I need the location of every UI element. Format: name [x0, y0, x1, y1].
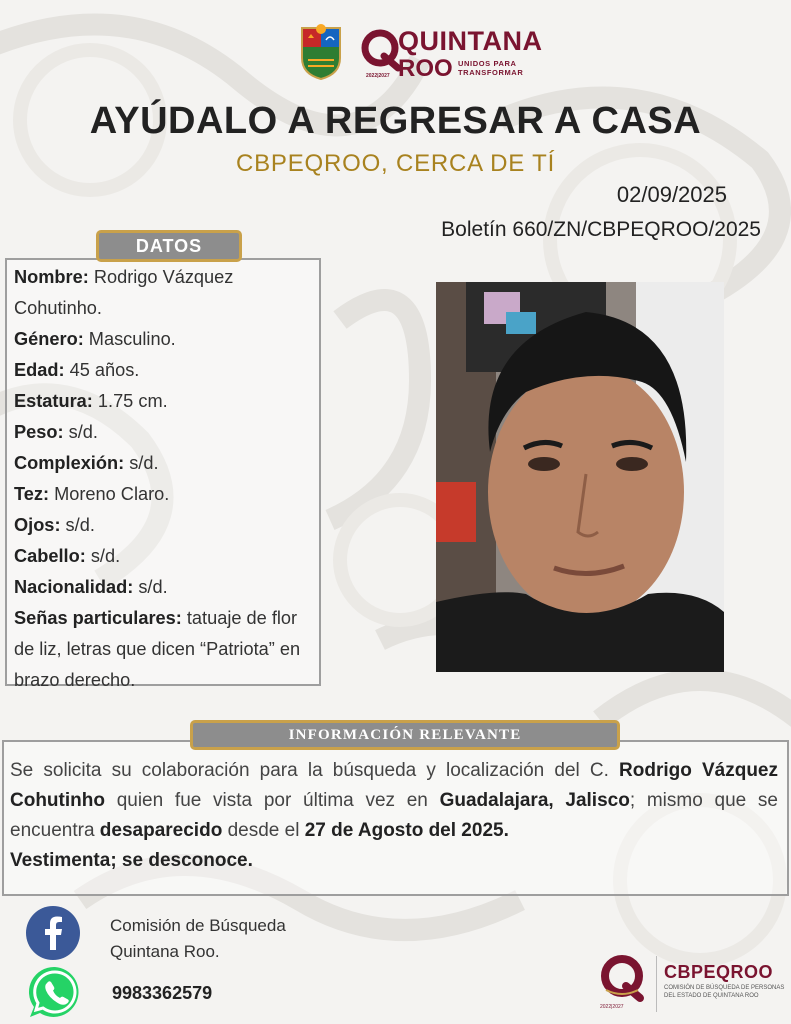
- bulletin-number: Boletín 660/ZN/CBPEQROO/2025: [441, 218, 761, 241]
- page-title: AYÚDALO A REGRESAR A CASA: [89, 100, 702, 142]
- colon: :: [57, 422, 64, 442]
- field-label: Peso: [14, 422, 58, 442]
- field-label: Nacionalidad: [14, 577, 128, 597]
- colon: :: [54, 515, 61, 535]
- field-value: s/d.: [133, 577, 168, 597]
- field-value: Moreno Claro.: [49, 484, 170, 504]
- colon: :: [82, 267, 89, 287]
- field-value: s/d.: [60, 515, 95, 535]
- colon: :: [79, 546, 86, 566]
- coat-of-arms-icon: [300, 24, 342, 80]
- field-label: Nombre: [14, 267, 83, 287]
- field-label: Cabello: [14, 546, 80, 566]
- info-tab: INFORMACIÓN RELEVANTE: [190, 720, 620, 750]
- info-clothing: Vestimenta; se desconoce.: [10, 850, 253, 871]
- field-estatura: [14, 386, 318, 417]
- field-value: 45 años.: [64, 360, 140, 380]
- info-paragraph: [10, 756, 778, 876]
- field-label: Estatura: [14, 391, 87, 411]
- info-since-date: 27 de Agosto del 2025.: [304, 820, 509, 841]
- info-text-1: Se solicita su colaboración para la búsqueda y localización del C.: [10, 760, 620, 781]
- colon: :: [86, 391, 93, 411]
- colon: :: [77, 329, 84, 349]
- info-text-2: quien fue vista por última vez en: [104, 790, 440, 811]
- colon: :: [118, 453, 125, 473]
- field-value: s/d.: [124, 453, 159, 473]
- qr-emblem-icon: [596, 954, 650, 1004]
- org-years: 2022|2027: [600, 1004, 624, 1010]
- field-value: tatuaje de flor de liz, letras que dicen “Patriota” en brazo derecho.: [14, 608, 301, 690]
- info-text-4: desde el: [222, 820, 305, 841]
- logo-divider: [656, 956, 657, 1012]
- field-nombre: [14, 262, 318, 324]
- field-label: Ojos: [14, 515, 55, 535]
- logo-brand-text-2: ROO: [398, 55, 453, 82]
- commission-line-1: Comisión de Búsqueda: [110, 916, 286, 935]
- field-edad: [14, 355, 318, 386]
- field-value: s/d.: [85, 546, 121, 566]
- page-subtitle: CBPEQROO, CERCA DE TÍ: [235, 150, 556, 177]
- colon: :: [42, 484, 50, 504]
- info-text-3: ; mismo que se encuentra: [10, 790, 779, 841]
- bulletin-date: 02/09/2025: [616, 182, 727, 207]
- commission-name: [110, 913, 286, 965]
- field-value: 1.75 cm.: [92, 391, 168, 411]
- field-ojos: [14, 510, 318, 541]
- facebook-icon[interactable]: [26, 906, 80, 960]
- datos-list: [14, 262, 318, 696]
- datos-tab: DATOS: [96, 230, 242, 262]
- cbpeqroo-logo: [592, 952, 788, 1016]
- field-value: Masculino.: [83, 329, 176, 349]
- field-label: Señas particulares: [14, 608, 176, 628]
- info-person-name: Rodrigo Vázquez Cohutinho: [10, 760, 778, 811]
- field-senas: [14, 603, 318, 696]
- field-cabello: [14, 541, 318, 572]
- field-complexion: [14, 448, 318, 479]
- field-label: Edad: [14, 360, 59, 380]
- info-place: Guadalajara, Jalisco: [439, 790, 630, 811]
- org-name: CBPEQROO: [664, 962, 774, 982]
- header-logos: [0, 18, 791, 88]
- field-tez: [14, 479, 318, 510]
- logo-brand-text: QUINTANA: [398, 26, 543, 56]
- field-value: Rodrigo Vázquez Cohutinho.: [14, 267, 234, 318]
- quintana-roo-logo: [360, 22, 543, 84]
- field-label: Género: [14, 329, 78, 349]
- field-label: Complexión: [14, 453, 119, 473]
- field-genero: [14, 324, 318, 355]
- missing-person-photo: [436, 282, 724, 672]
- org-description: COMISIÓN DE BÚSQUEDA DE PERSONAS DEL ESTADO DE QUINTANA ROO: [664, 985, 785, 999]
- commission-line-2: Quintana Roo.: [110, 942, 220, 961]
- logo-tagline: UNIDOS PARA TRANSFORMAR: [458, 59, 524, 77]
- whatsapp-icon[interactable]: [26, 963, 84, 1021]
- info-status: desaparecido: [99, 820, 223, 841]
- field-nacionalidad: [14, 572, 318, 603]
- phone-number[interactable]: 9983362579: [112, 983, 213, 1003]
- logo-years: 2022|2027: [366, 73, 390, 79]
- colon: :: [58, 360, 65, 380]
- field-peso: [14, 417, 318, 448]
- field-value: s/d.: [63, 422, 98, 442]
- field-label: Tez: [14, 484, 43, 504]
- colon: :: [175, 608, 182, 628]
- colon: :: [127, 577, 134, 597]
